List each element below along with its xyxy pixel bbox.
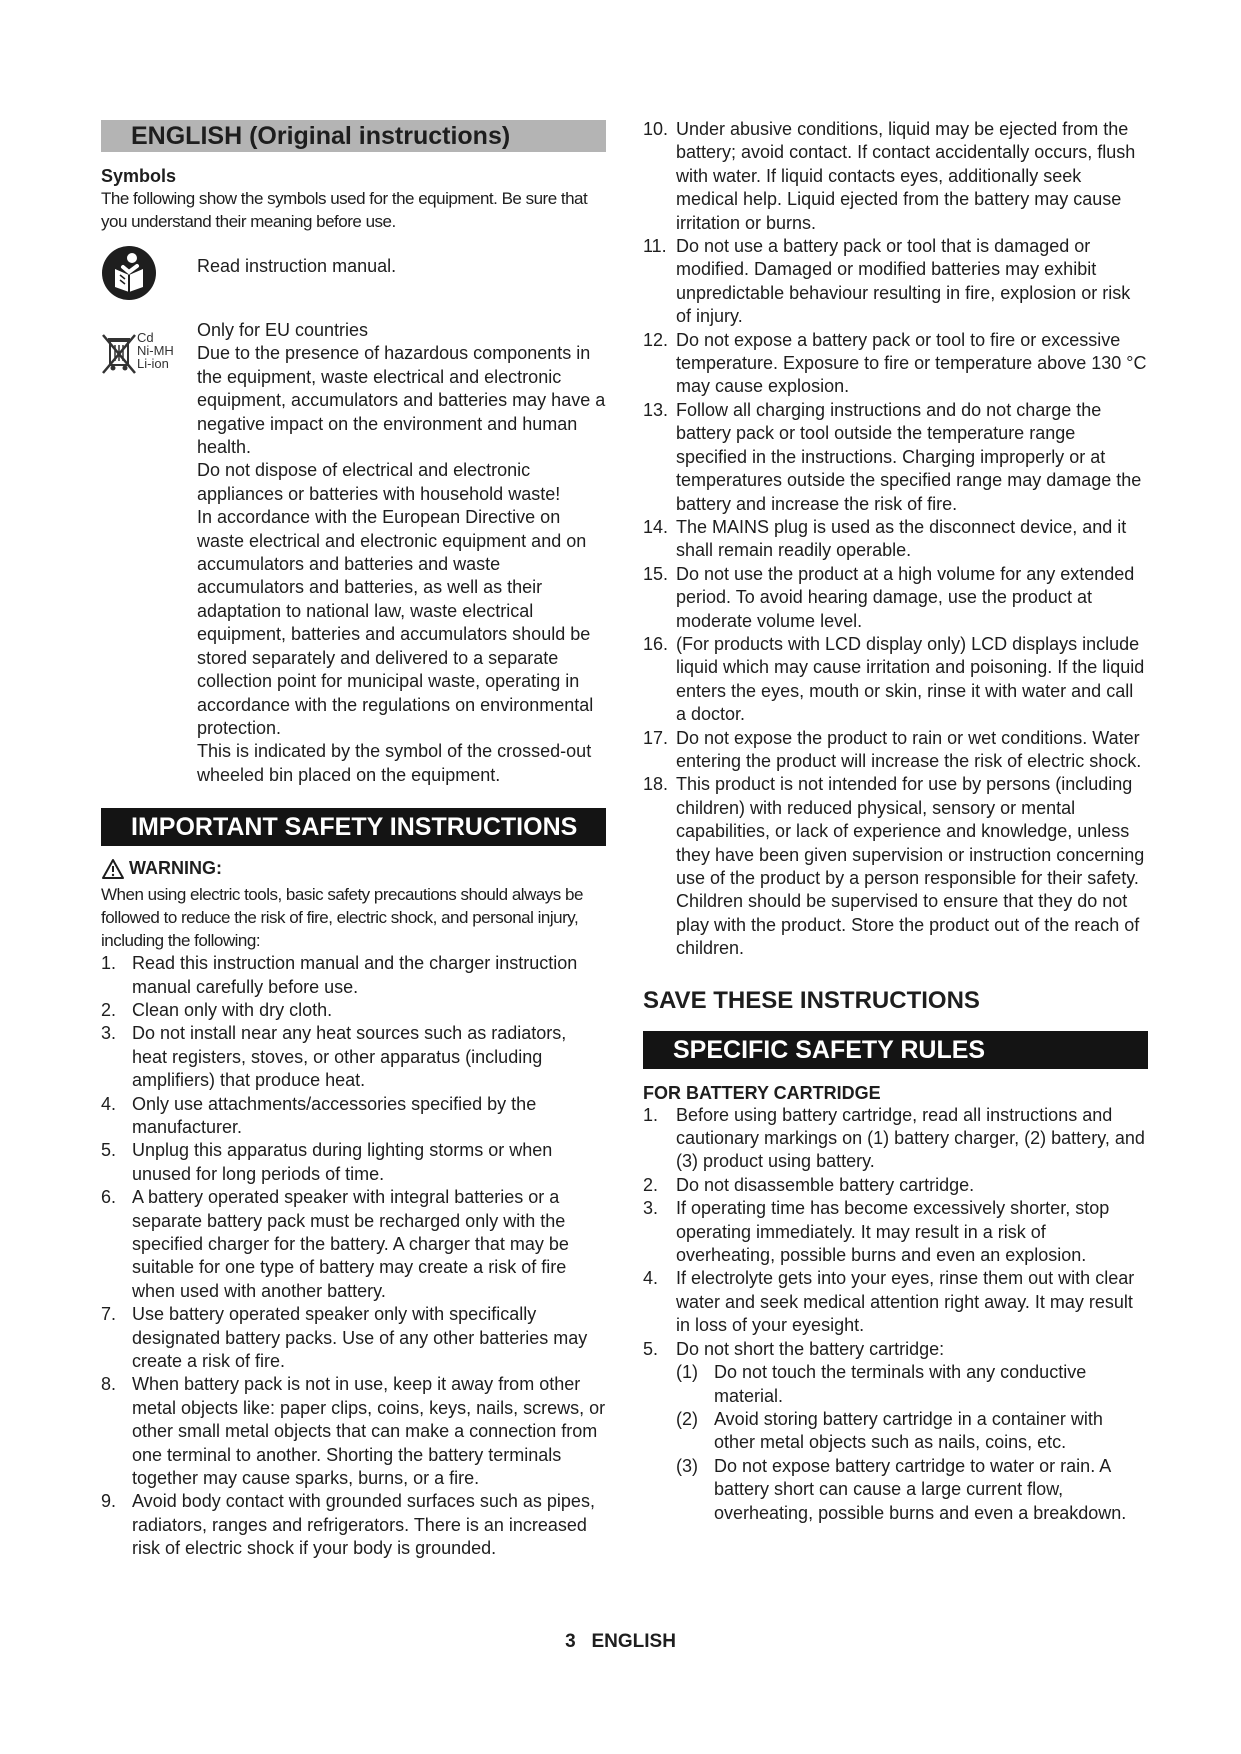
list-item-text: Unplug this apparatus during lighting storms or when unused for long periods of time. — [132, 1140, 553, 1184]
list-item-number: 14. — [643, 516, 669, 537]
list-item-number: 5. — [101, 1140, 117, 1161]
manual-symbol-text: Read instruction manual. — [197, 256, 397, 276]
list-item — [643, 633, 1148, 727]
list-item-number: 18. — [643, 774, 669, 795]
list-item — [101, 1022, 606, 1092]
weee-paragraph: Do not dispose of electrical and electronic appliances or batteries with household waste! — [197, 460, 561, 504]
read-manual-icon — [101, 245, 157, 301]
symbols-heading: Symbols — [101, 166, 177, 186]
warning-heading — [101, 858, 606, 879]
sub-list-item — [676, 1455, 1148, 1525]
list-item-text: Do not expose a battery pack or tool to fire or excessive temperature. Exposure to fire or temperature above 130 °C may cause explosion. — [676, 329, 1147, 397]
list-item — [643, 235, 1148, 329]
list-item-number: 12. — [643, 329, 669, 350]
list-item-text: A battery operated speaker with integral batteries or a separate battery pack must be recharged only with the specified charger for the battery. A charger that may be suitable for one type of battery may create a risk of fire when used with another battery. — [132, 1187, 569, 1301]
list-item-text: Clean only with dry cloth. — [132, 999, 333, 1020]
weee-paragraph: In accordance with the European Directive on waste electrical and electronic equipment and on accumulators and batteries and waste accumulators and batteries, as well as their adaptation to national law, waste electrical equipment, batteries and accumulators should be stored separately and delivered to a separate collection point for municipal waste, operating in accordance with the regulations on environmental protection. — [197, 507, 594, 738]
list-item — [643, 329, 1148, 399]
battery-cartridge-heading: FOR BATTERY CARTRIDGE — [643, 1082, 881, 1103]
list-item-text: Before using battery cartridge, read all instructions and cautionary markings on (1) battery charger, (2) battery, and (3) product using battery. — [676, 1104, 1145, 1172]
list-item-number: 1. — [643, 1104, 659, 1125]
list-item-text: Do not use a battery pack or tool that is damaged or modified. Damaged or modified batteries may exhibit unpredictable behaviour resulting in fire, explosion or risk of injury. — [676, 236, 1131, 327]
sub-item-text: Do not expose battery cartridge to water or rain. A battery short can cause a large current flow, overheating, possible burns and even a breakdown. — [714, 1455, 1127, 1523]
warning-intro: When using electric tools, basic safety precautions should always be followed to reduce the risk of fire, electric shock, and personal injury, including the following: — [101, 885, 583, 951]
list-item-text: Do not disassemble battery cartridge. — [676, 1174, 975, 1195]
list-item-text: If electrolyte gets into your eyes, rinse them out with clear water and seek medical attention right away. It may result in loss of your eyesight. — [676, 1268, 1135, 1336]
symbols-intro: The following show the symbols used for the equipment. Be sure that you understand their meaning before use. — [101, 189, 588, 231]
save-instructions-heading: SAVE THESE INSTRUCTIONS — [643, 986, 980, 1014]
weee-paragraph: This is indicated by the symbol of the crossed-out wheeled bin placed on the equipment. — [197, 741, 592, 785]
weee-label-nimh: Ni-MH — [137, 343, 174, 358]
list-item-number: 3. — [643, 1198, 659, 1219]
list-item-number: 11. — [643, 236, 667, 257]
weee-paragraph: Only for EU countries — [197, 320, 369, 340]
list-item-number: 4. — [643, 1268, 659, 1289]
list-item — [101, 952, 606, 999]
safety-list-part-2 — [643, 118, 1148, 961]
list-item-text: Do not expose the product to rain or wet conditions. Water entering the product will increase the risk of electric shock. — [676, 727, 1142, 771]
list-item-text: When battery pack is not in use, keep it away from other metal objects like: paper clips, coins, keys, nails, screws, or other small metal objects that can make a connection from one terminal to another. Shorting the battery terminals together may cause sparks, burns, or a fire. — [132, 1374, 606, 1489]
sub-item-text: Do not touch the terminals with any conductive material. — [714, 1362, 1087, 1406]
sub-list-item — [676, 1361, 1148, 1408]
list-item-number: 1. — [101, 953, 117, 974]
weee-paragraph: Due to the presence of hazardous components in the equipment, waste electrical and electronic equipment, accumulators and batteries may have a negative impact on the environment and human health. — [197, 343, 606, 458]
sub-item-number: (1) — [676, 1362, 698, 1383]
list-item — [643, 1197, 1148, 1267]
list-item — [643, 1174, 1148, 1197]
list-item-text: Read this instruction manual and the charger instruction manual carefully before use. — [132, 953, 578, 997]
sub-list — [676, 1361, 1148, 1525]
list-item-number: 3. — [101, 1023, 117, 1044]
list-item-number: 10. — [643, 119, 669, 139]
list-item — [101, 1093, 606, 1140]
left-column — [101, 120, 606, 1561]
list-item-number: 4. — [101, 1093, 117, 1114]
list-item-text: Follow all charging instructions and do not charge the battery pack or tool outside the temperature range specified in the instructions. Charging improperly or at temperatures outside the specified range may damage the battery and increase the risk of fire. — [676, 399, 1142, 514]
list-item-number: 17. — [643, 727, 669, 748]
list-item-text: Only use attachments/accessories specified by the manufacturer. — [132, 1093, 537, 1137]
safety-list-part-1 — [101, 952, 606, 1561]
important-safety-bar: IMPORTANT SAFETY INSTRUCTIONS — [101, 808, 606, 846]
list-item-number: 5. — [643, 1338, 659, 1359]
list-item-number: 2. — [101, 999, 117, 1020]
weee-label-liion: Li-ion — [137, 356, 169, 371]
weee-symbol-row — [101, 319, 606, 787]
list-item — [643, 727, 1148, 774]
warning-label: WARNING: — [129, 858, 222, 879]
list-item — [643, 1104, 1148, 1174]
list-item-text: Do not short the battery cartridge: — [676, 1338, 945, 1359]
list-item-text: Do not install near any heat sources such as radiators, heat registers, stoves, or other apparatus (including amplifiers) that produce heat. — [132, 1023, 567, 1091]
warning-icon — [101, 858, 125, 880]
list-item-text: Do not use the product at a high volume for any extended period. To avoid hearing damage, use the product at moderate volume level. — [676, 563, 1135, 631]
list-item — [101, 1373, 606, 1490]
list-item-text: Use battery operated speaker only with specifically designated battery packs. Use of any other batteries may create a risk of fire. — [132, 1304, 588, 1372]
page-footer — [0, 1631, 1241, 1653]
specific-safety-bar: SPECIFIC SAFETY RULES — [643, 1031, 1148, 1069]
sub-item-number: (2) — [676, 1408, 698, 1429]
list-item — [101, 1490, 606, 1560]
list-item-number: 2. — [643, 1174, 659, 1195]
manual-symbol-row — [101, 245, 606, 307]
weee-text — [197, 319, 606, 787]
list-item — [643, 399, 1148, 516]
list-item-number: 9. — [101, 1491, 117, 1512]
list-item-number: 8. — [101, 1374, 117, 1395]
list-item-number: 7. — [101, 1304, 117, 1325]
list-item-text: Under abusive conditions, liquid may be ejected from the battery; avoid contact. If contact accidentally occurs, flush with water. If liquid contacts eyes, additionally seek medical help. Liquid ejected from the battery may cause irritation or burns. — [676, 119, 1136, 233]
list-item — [101, 999, 606, 1022]
sub-list-item — [676, 1408, 1148, 1455]
weee-label-cd: Cd — [137, 330, 154, 345]
list-item-text: This product is not intended for use by persons (including children) with reduced physical, sensory or mental capabilities, or lack of experience and knowledge, unless they have been given supervision or instruction concerning use of the product by a person responsible for their safety. Children should be supervised to ensure that they do not play with the product. Store the product out of the reach of children. — [676, 774, 1145, 959]
list-item-text: Avoid body contact with grounded surfaces such as pipes, radiators, ranges and refrigerators. There is an increased risk of electric shock if your body is grounded. — [132, 1491, 595, 1559]
list-item — [643, 773, 1148, 960]
sub-item-number: (3) — [676, 1455, 698, 1476]
right-column — [643, 118, 1148, 1525]
english-header-bar: ENGLISH (Original instructions) — [101, 120, 606, 152]
specific-rules-list — [643, 1104, 1148, 1525]
list-item — [643, 1338, 1148, 1525]
list-item — [101, 1139, 606, 1186]
footer-language: ENGLISH — [591, 1631, 676, 1652]
list-item-number: 13. — [643, 399, 669, 420]
list-item-text: (For products with LCD display only) LCD displays include liquid which may cause irritation and poisoning. If the liquid enters the eyes, mouth or skin, rinse it with water and call a doctor. — [676, 633, 1145, 725]
sub-item-text: Avoid storing battery cartridge in a container with other metal objects such as nails, coins, etc. — [714, 1408, 1103, 1453]
list-item-text: The MAINS plug is used as the disconnect device, and it shall remain readily operable. — [676, 516, 1127, 561]
list-item-text: If operating time has become excessively shorter, stop operating immediately. It may result in a risk of overheating, possible burns and even an explosion. — [676, 1198, 1110, 1266]
page-number: 3 — [565, 1631, 576, 1652]
list-item-number: 15. — [643, 563, 669, 584]
list-item — [643, 563, 1148, 633]
list-item — [643, 516, 1148, 563]
list-item-number: 16. — [643, 633, 669, 654]
list-item — [101, 1186, 606, 1303]
crossed-bin-icon — [101, 331, 137, 377]
list-item — [101, 1303, 606, 1373]
list-item-number: 6. — [101, 1187, 117, 1208]
list-item — [643, 118, 1148, 235]
list-item — [643, 1267, 1148, 1337]
weee-symbol — [101, 331, 183, 381]
